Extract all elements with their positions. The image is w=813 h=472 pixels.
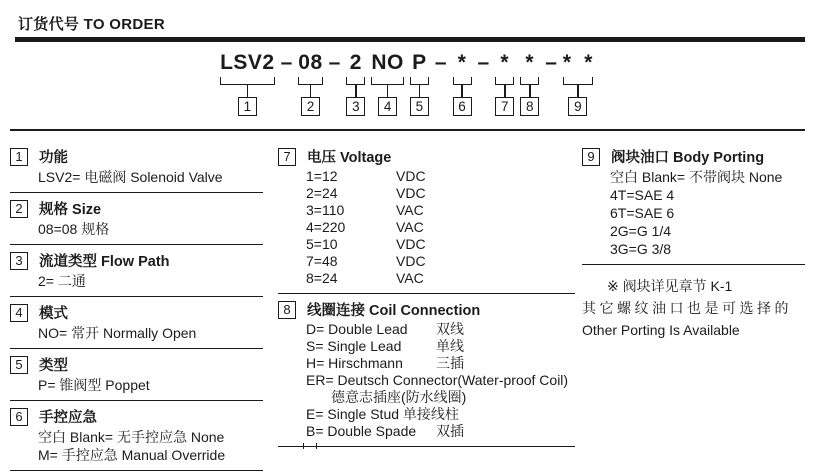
code-segment-text: 08 xyxy=(298,51,323,74)
item-lines xyxy=(38,324,263,342)
code-number-box-1: 1 xyxy=(238,97,257,116)
section-divider-rule xyxy=(10,129,805,131)
spec-item-1 xyxy=(10,141,263,193)
code-dash: – xyxy=(477,51,490,74)
spec-item-4 xyxy=(10,297,263,349)
code-dash: – xyxy=(434,51,447,74)
item-title: 手控应急 xyxy=(39,410,97,426)
column-middle xyxy=(278,141,575,447)
spec-item-2 xyxy=(10,193,263,245)
spec-item-9 xyxy=(582,141,805,265)
spec-item-6 xyxy=(10,401,263,471)
spec-line xyxy=(306,202,575,219)
cropped-next-box-artifact xyxy=(303,443,317,449)
spec-line: 6T=SAE 6 xyxy=(610,205,675,221)
spec-line: Other Porting Is Available xyxy=(582,322,740,338)
bracket xyxy=(495,77,514,85)
item-number-box-3: 3 xyxy=(10,252,28,270)
spec-line-unit: VAC xyxy=(396,219,424,235)
spec-line xyxy=(306,219,575,236)
spec-line: P= 锥阀型 Poppet xyxy=(38,377,150,393)
spec-line xyxy=(306,321,575,338)
spec-line-code: 3=110 xyxy=(306,202,345,218)
item-lines xyxy=(38,168,263,186)
bracket-stem xyxy=(529,85,531,97)
spec-line: 空白 Blank= 不带阀块 None xyxy=(610,169,783,185)
bracket-stem xyxy=(355,85,357,97)
code-segment-5 xyxy=(410,50,429,116)
item-number-box-9: 9 xyxy=(582,148,600,166)
item-title: 线圈连接 Coil Connection xyxy=(307,303,481,319)
page-title: 订货代号 TO ORDER xyxy=(18,16,165,33)
item-title: 功能 xyxy=(39,150,68,166)
item-lines xyxy=(38,220,263,238)
spec-line-code: H= Hirschmann xyxy=(306,355,403,371)
item-head xyxy=(278,299,575,320)
bracket-stem xyxy=(461,85,463,97)
code-number-box-3: 3 xyxy=(346,97,365,116)
code-number-box-2: 2 xyxy=(301,97,320,116)
spec-line: 2= 二通 xyxy=(38,273,86,289)
order-code-diagram xyxy=(0,50,813,116)
spec-line: ER= Deutsch Connector(Water-proof Coil) xyxy=(306,372,569,388)
code-segment-text: 2 xyxy=(349,51,362,74)
item-head xyxy=(10,198,263,219)
spec-line-code: 4=220 xyxy=(306,219,346,235)
spec-item-8 xyxy=(278,294,575,447)
item-lines xyxy=(582,275,805,341)
bracket-stem xyxy=(504,85,506,97)
bracket xyxy=(453,77,472,85)
spec-item-5 xyxy=(10,349,263,401)
code-number-box-6: 6 xyxy=(453,97,472,116)
spec-item-7 xyxy=(278,141,575,294)
item-number-box-4: 4 xyxy=(10,304,28,322)
code-segment-7 xyxy=(495,50,514,116)
spec-line-unit: VAC xyxy=(396,202,424,218)
code-segment-text: NO xyxy=(371,51,404,74)
spec-line: 德意志插座(防水线圈) xyxy=(331,389,467,405)
spec-line-code: 7=48 xyxy=(306,253,338,269)
code-segment-text: * xyxy=(500,51,510,74)
item-head xyxy=(278,146,575,167)
code-segment-text: * * xyxy=(562,51,593,74)
bracket xyxy=(563,77,593,85)
bracket xyxy=(410,77,429,85)
spec-line xyxy=(306,270,575,287)
bracket-stem xyxy=(247,85,249,97)
item-head xyxy=(10,146,263,167)
code-segment-text: * xyxy=(525,51,535,74)
item-head xyxy=(10,354,263,375)
item-head xyxy=(10,302,263,323)
spec-line: 4T=SAE 4 xyxy=(610,187,675,203)
code-segment-text: P xyxy=(412,51,427,74)
spec-line-code: S= Single Lead xyxy=(306,338,402,354)
code-segment-2 xyxy=(298,50,322,116)
spec-line: 2G=G 1/4 xyxy=(610,223,672,239)
spec-line-unit: VDC xyxy=(396,236,426,252)
item-lines xyxy=(306,321,575,440)
spec-line xyxy=(306,253,575,270)
item-number-box-7: 7 xyxy=(278,148,296,166)
item-number-box-6: 6 xyxy=(10,408,28,426)
bracket-stem xyxy=(419,85,421,97)
code-number-box-4: 4 xyxy=(378,97,397,116)
code-number-box-8: 8 xyxy=(520,97,539,116)
spec-line-code: D= Double Lead xyxy=(306,321,408,337)
bracket-stem xyxy=(577,85,579,97)
item-title: 模式 xyxy=(39,306,68,322)
item-number-box-8: 8 xyxy=(278,301,296,319)
spec-line: NO= 常开 Normally Open xyxy=(38,325,197,341)
bracket-stem xyxy=(387,85,389,97)
code-segment-text: LSV2 xyxy=(220,51,275,74)
note-block xyxy=(582,265,805,347)
item-head xyxy=(10,406,263,427)
item-lines xyxy=(38,428,263,464)
code-segment-6 xyxy=(453,50,472,116)
spec-line-unit: VDC xyxy=(396,185,426,201)
bracket xyxy=(298,77,322,85)
bracket xyxy=(220,77,275,85)
bracket xyxy=(346,77,365,85)
item-number-box-5: 5 xyxy=(10,356,28,374)
column-right xyxy=(582,141,805,347)
code-number-box-7: 7 xyxy=(495,97,514,116)
bracket-stem xyxy=(310,85,312,97)
item-lines xyxy=(38,376,263,394)
code-segment-3 xyxy=(346,50,365,116)
spec-line xyxy=(306,423,575,440)
spec-line-unit: 双线 xyxy=(436,321,464,337)
code-dash: – xyxy=(545,51,557,74)
spec-line: E= Single Stud 单接线柱 xyxy=(306,406,459,422)
spec-line: ※ 阀块详见章节 K-1 xyxy=(607,278,733,294)
item-title: 电压 Voltage xyxy=(307,150,392,166)
spec-line-unit: 双插 xyxy=(436,423,464,439)
item-title: 阀块油口 Body Porting xyxy=(611,150,765,166)
code-number-box-5: 5 xyxy=(410,97,429,116)
title-underline-rule xyxy=(15,37,805,42)
column-left xyxy=(10,141,263,471)
code-segment-1 xyxy=(220,50,275,116)
spec-line xyxy=(306,185,575,202)
spec-line: 08=08 规格 xyxy=(38,221,110,237)
item-lines xyxy=(610,168,805,258)
spec-line-code: 1=12 xyxy=(306,168,338,184)
spec-line xyxy=(306,236,575,253)
spec-line: M= 手控应急 Manual Override xyxy=(38,447,226,463)
spec-line-code: 2=24 xyxy=(306,185,338,201)
item-number-box-1: 1 xyxy=(10,148,28,166)
spec-line-unit: 三插 xyxy=(436,355,464,371)
spec-line-code: B= Double Spade xyxy=(306,423,417,439)
code-segment-8 xyxy=(520,50,539,116)
code-number-box-9: 9 xyxy=(568,97,587,116)
spec-line-code: 8=24 xyxy=(306,270,338,286)
code-dash: – xyxy=(328,51,341,74)
spec-line xyxy=(306,168,575,185)
code-segment-9 xyxy=(563,50,593,116)
spec-item-3 xyxy=(10,245,263,297)
spec-line-unit: VDC xyxy=(396,253,426,269)
code-segment-4 xyxy=(371,50,404,116)
spec-line-unit: 单线 xyxy=(436,338,464,354)
bracket xyxy=(520,77,539,85)
spec-line: LSV2= 电磁阀 Solenoid Valve xyxy=(38,169,223,185)
item-lines xyxy=(38,272,263,290)
item-title: 类型 xyxy=(39,358,68,374)
spec-line: 其它螺纹油口也是可选择的 xyxy=(582,300,792,316)
item-number-box-2: 2 xyxy=(10,200,28,218)
spec-line-unit: VDC xyxy=(396,168,426,184)
item-title: 流道类型 Flow Path xyxy=(39,254,170,270)
spec-line: 3G=G 3/8 xyxy=(610,241,672,257)
code-dash: – xyxy=(280,51,293,74)
bracket xyxy=(371,77,404,85)
spec-line xyxy=(306,355,575,372)
spec-line: 空白 Blank= 无手控应急 None xyxy=(38,429,225,445)
spec-line xyxy=(306,338,575,355)
code-segment-text: * xyxy=(457,51,467,74)
spec-line-unit: VAC xyxy=(396,270,424,286)
item-lines xyxy=(306,168,575,287)
item-title: 规格 Size xyxy=(39,202,102,218)
item-head xyxy=(10,250,263,271)
spec-line-code: 5=10 xyxy=(306,236,338,252)
item-head xyxy=(582,146,805,167)
